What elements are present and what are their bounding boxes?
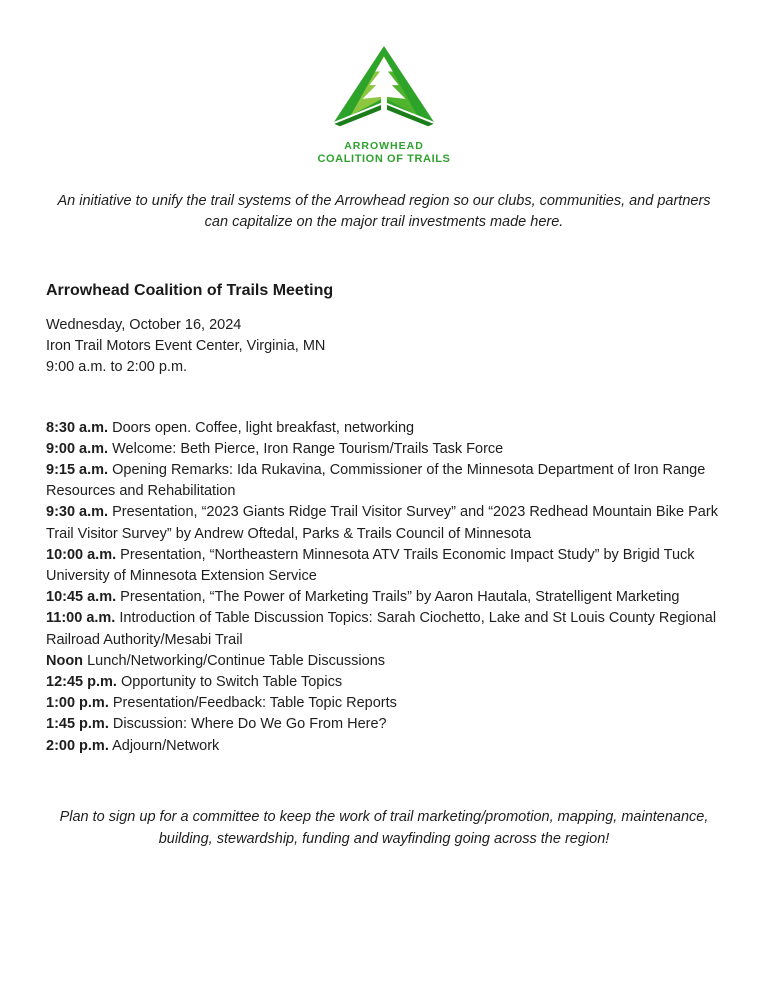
agenda-time: Noon [46, 652, 84, 669]
logo-wordmark [46, 141, 722, 165]
agenda-description: Lunch/Networking/Continue Table Discussions [87, 652, 386, 669]
agenda-description: Adjourn/Network [112, 737, 220, 754]
pine-tree-silhouette [362, 57, 405, 129]
agenda-item [46, 460, 722, 502]
agenda-time: 9:15 a.m. [46, 462, 109, 479]
meeting-date: Wednesday, October 16, 2024 [46, 316, 242, 333]
meeting-title: Arrowhead Coalition of Trails Meeting [46, 281, 334, 299]
agenda-description: Opening Remarks: Ida Rukavina, Commissioner of the Minnesota Department of Iron Range Resources and Rehabilitation [46, 462, 706, 500]
agenda-time: 10:00 a.m. [46, 546, 117, 563]
logo-wordmark-line2: COALITION OF TRAILS [317, 152, 451, 165]
agenda-description: Discussion: Where Do We Go From Here? [112, 716, 387, 733]
agenda-item [46, 714, 722, 735]
agenda-item [46, 439, 722, 460]
meeting-details [46, 315, 722, 378]
agenda-item [46, 587, 722, 608]
agenda-description: Introduction of Table Discussion Topics: Sarah Ciochetto, Lake and St Louis County Regional Railroad Authority/Mesabi Trail [46, 610, 717, 648]
agenda-time: 9:30 a.m. [46, 504, 109, 521]
agenda-item [46, 545, 722, 587]
agenda-time: 12:45 p.m. [46, 674, 117, 691]
agenda-time: 1:00 p.m. [46, 695, 109, 712]
agenda-item [46, 502, 722, 544]
agenda-description: Presentation, “Northeastern Minnesota ATV Trails Economic Impact Study” by Brigid Tuck University of Minnesota Extension Service [46, 546, 695, 585]
agenda-item [46, 608, 722, 650]
meeting-location: Iron Trail Motors Event Center, Virginia, MN [46, 337, 326, 354]
agenda-time: 8:30 a.m. [46, 419, 109, 436]
agenda-item [46, 418, 722, 439]
agenda-description: Presentation, “The Power of Marketing Trails” by Aaron Hautala, Stratelligent Marketing [120, 589, 680, 606]
agenda-description: Doors open. Coffee, light breakfast, networking [112, 419, 415, 436]
agenda-time: 10:45 a.m. [46, 589, 117, 606]
agenda-item [46, 672, 722, 693]
agenda-time: 9:00 a.m. [46, 440, 109, 457]
agenda-time: 2:00 p.m. [46, 737, 109, 754]
closing-note: Plan to sign up for a committee to keep the work of trail marketing/promotion, mapping, maintenance, building, stewardship, funding and wayfinding going across the region! [59, 808, 709, 847]
agenda-time: 1:45 p.m. [46, 716, 109, 733]
agenda-list [46, 418, 722, 757]
agenda-description: Opportunity to Switch Table Topics [120, 674, 343, 691]
agenda-item [46, 693, 722, 714]
agenda-item [46, 736, 722, 757]
agenda-time: 11:00 a.m. [46, 610, 116, 627]
tagline: An initiative to unify the trail systems of the Arrowhead region so our clubs, communities, and partners can capitalize on the major trail investments made here. [57, 192, 711, 230]
arrowhead-tree-logo-icon [325, 45, 443, 139]
agenda-description: Welcome: Beth Pierce, Iron Range Tourism/Trails Task Force [112, 440, 504, 457]
agenda-description: Presentation/Feedback: Table Topic Reports [112, 695, 397, 712]
agenda-item [46, 651, 722, 672]
agenda-description: Presentation, “2023 Giants Ridge Trail Visitor Survey” and “2023 Redhead Mountain Bike Park Trail Visitor Survey” by Andrew Oftedal, Parks & Trails Council of Minnesota [46, 504, 718, 542]
logo-wordmark-line1: ARROWHEAD [344, 140, 424, 152]
meeting-hours: 9:00 a.m. to 2:00 p.m. [46, 358, 188, 375]
logo [46, 45, 722, 165]
